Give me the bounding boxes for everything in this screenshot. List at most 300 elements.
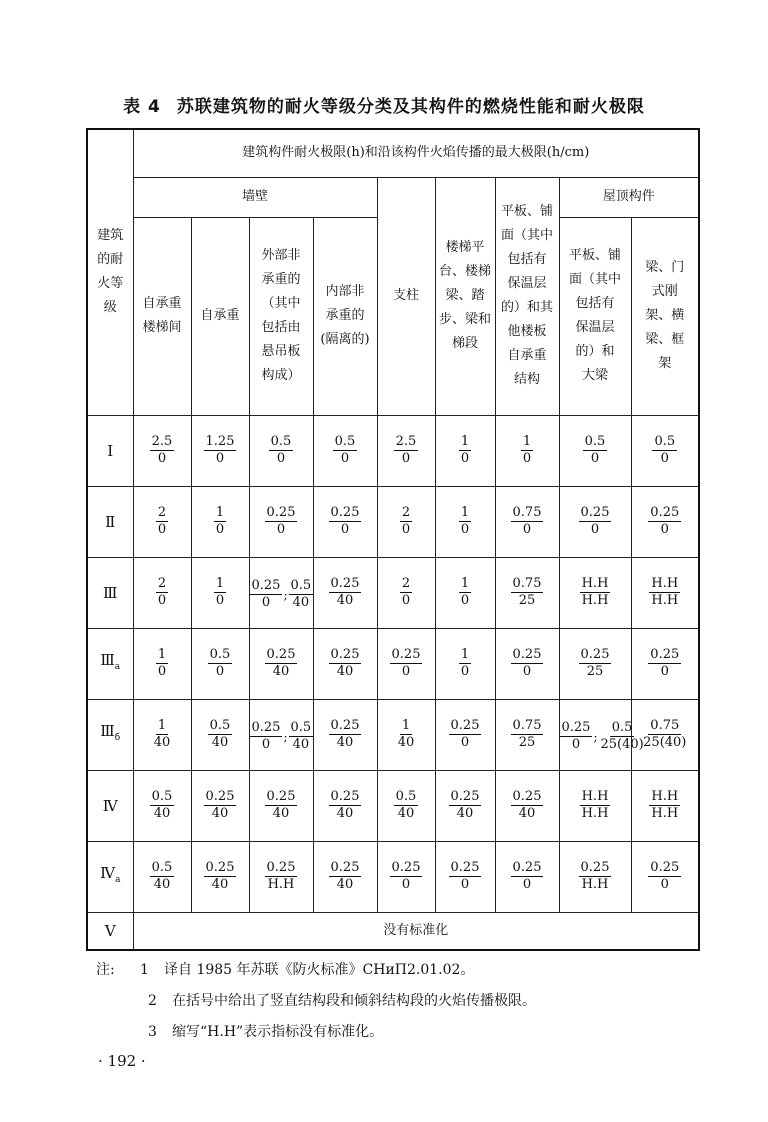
- numerator: 2.5: [395, 434, 417, 449]
- numerator: 1: [460, 505, 470, 520]
- fraction-value: [204, 434, 237, 467]
- fraction-value: [400, 505, 412, 538]
- fraction-value: [652, 434, 677, 467]
- numerator: 0.25: [266, 647, 296, 662]
- column-header-line: 构成）: [261, 368, 301, 383]
- value-cell: [377, 699, 435, 770]
- numerator: 1: [215, 505, 225, 520]
- table-row: [87, 557, 699, 628]
- fraction-value: [156, 505, 168, 538]
- note-item: [96, 986, 716, 1017]
- fraction-value: [583, 434, 608, 467]
- column-header-line: 面（其中: [568, 272, 621, 287]
- numerator: 2: [401, 576, 411, 591]
- numerator: 0.5: [151, 860, 173, 875]
- fraction-value: [579, 505, 612, 538]
- numerator: 1: [460, 576, 470, 591]
- numerator: 0.25: [266, 860, 296, 875]
- value-cell: [313, 415, 377, 486]
- denominator: 0: [157, 664, 167, 679]
- column-header-line: 步、梁和: [438, 312, 491, 327]
- fraction-value: [208, 718, 233, 751]
- value-cell: [377, 628, 435, 699]
- denominator: 40: [336, 664, 354, 679]
- numerator: 0.25: [330, 576, 360, 591]
- fraction-value: [560, 720, 593, 753]
- denominator: 0: [401, 877, 411, 892]
- value-cell: [435, 557, 495, 628]
- numerator: 0.25: [512, 789, 542, 804]
- value-cell: [435, 699, 495, 770]
- numerator: 0.5: [209, 718, 231, 733]
- table-caption: 苏联建筑物的耐火等级分类及其构件的燃烧性能和耐火极限: [176, 97, 645, 117]
- denominator: 0: [460, 877, 470, 892]
- denominator: 0: [276, 522, 286, 537]
- column-header-line: 架: [658, 356, 672, 371]
- denominator: 0: [460, 522, 470, 537]
- value-cell: [435, 415, 495, 486]
- value-cell: [133, 486, 191, 557]
- numerator: 0.25: [580, 505, 610, 520]
- grade-header-line: 建筑: [97, 228, 124, 244]
- fraction-value: [156, 576, 168, 609]
- numerator: 0.5: [290, 720, 312, 735]
- fraction-value: [329, 647, 362, 680]
- value-cell: [133, 699, 191, 770]
- value-cell: [495, 486, 559, 557]
- denominator: 0: [340, 522, 350, 537]
- fraction-value: [521, 434, 533, 467]
- column-header-line: (隔离的): [320, 332, 370, 347]
- numerator: 0.5: [151, 789, 173, 804]
- table-row: [87, 841, 699, 912]
- fraction-value: [214, 576, 226, 609]
- grade-cell: [87, 699, 133, 770]
- denominator: 40: [397, 735, 415, 750]
- column-header-line: 包括由: [261, 320, 301, 335]
- numerator: H.H: [651, 576, 679, 591]
- column-header-line: 梁、门: [645, 260, 685, 275]
- denominator: 25(40): [643, 735, 687, 750]
- column-header-line: 支柱: [392, 288, 419, 303]
- numerator: 0.25: [251, 720, 281, 735]
- numerator: 0.75: [512, 718, 542, 733]
- column-header-line: 平板、铺: [568, 248, 621, 263]
- fraction-value: [394, 434, 419, 467]
- denominator: 0: [660, 522, 669, 537]
- value-cell: [377, 770, 435, 841]
- value-cell: [377, 841, 435, 912]
- value-cell: [559, 699, 644, 770]
- value-cell: [133, 770, 191, 841]
- numerator: 0.25: [266, 505, 296, 520]
- denominator: 25: [518, 593, 536, 608]
- fraction-value: [265, 505, 298, 538]
- value-cell: [191, 841, 249, 912]
- value-cell: [559, 841, 631, 912]
- fraction-value: [511, 718, 544, 751]
- fraction-pair: [560, 720, 646, 753]
- denominator: 0: [522, 451, 532, 466]
- denominator: H.H: [651, 806, 679, 821]
- value-cell: [133, 557, 191, 628]
- numerator: 0.5: [395, 789, 417, 804]
- fraction-value: [329, 505, 362, 538]
- denominator: 0: [215, 593, 225, 608]
- fraction-value: [150, 434, 175, 467]
- denominator: 0: [215, 451, 225, 466]
- value-cell: [133, 415, 191, 486]
- value-cell: [377, 415, 435, 486]
- grade-header-line: 的耐: [97, 252, 124, 268]
- denominator: 0: [460, 664, 470, 679]
- fraction-value: [204, 789, 237, 822]
- denominator: 0: [401, 522, 411, 537]
- denominator: 0: [571, 737, 581, 752]
- value-cell: [631, 628, 699, 699]
- numerator: 0.5: [209, 647, 231, 662]
- table-number: 表 4: [123, 97, 161, 117]
- fraction-value: [289, 720, 314, 753]
- numerator: 0.25: [330, 789, 360, 804]
- denominator: 40: [153, 735, 171, 750]
- numerator: 1: [157, 647, 167, 662]
- value-cell: [313, 557, 377, 628]
- numerator: 0.5: [654, 434, 676, 449]
- fraction-value: [649, 576, 680, 609]
- value-cell: [191, 486, 249, 557]
- denominator: 0: [276, 451, 286, 466]
- column-header-line: （其中: [261, 296, 301, 311]
- denominator: 40: [292, 737, 310, 752]
- note-item: [96, 1017, 716, 1048]
- value-cell: [495, 557, 559, 628]
- column-header-line: 自承重: [200, 308, 240, 323]
- fraction-value: [648, 505, 681, 538]
- note-text: 在括号中给出了竖直结构段和倾斜结构段的火焰传播极限。: [172, 993, 536, 1009]
- fraction-value: [289, 578, 314, 611]
- fraction-value: [394, 789, 419, 822]
- denominator: 0: [460, 451, 470, 466]
- fraction-value: [329, 860, 362, 893]
- numerator: 0.25: [391, 860, 421, 875]
- grade-subscript: a: [115, 875, 121, 885]
- value-cell: [631, 841, 699, 912]
- denominator: 0: [522, 522, 532, 537]
- separator: ;: [283, 587, 288, 602]
- column-header-line: 梯段: [451, 336, 478, 351]
- denominator: 0: [261, 737, 271, 752]
- column-header-line: 台、楼梯: [438, 264, 491, 279]
- value-cell: [495, 841, 559, 912]
- value-cell: [435, 770, 495, 841]
- numerator: 2.5: [151, 434, 173, 449]
- denominator: 0: [157, 451, 167, 466]
- table-row: [87, 699, 699, 770]
- column-header-line: 式刚: [651, 284, 678, 299]
- value-cell: [495, 699, 559, 770]
- value-cell: [191, 770, 249, 841]
- value-cell: [249, 770, 313, 841]
- table-row: [87, 415, 699, 486]
- numerator: 1: [215, 576, 225, 591]
- column-header: [435, 177, 495, 415]
- denominator: 40: [211, 735, 229, 750]
- column-header: [133, 217, 191, 415]
- numerator: 0.25: [391, 647, 421, 662]
- value-cell: [249, 557, 313, 628]
- value-cell: [435, 486, 495, 557]
- value-cell: [191, 415, 249, 486]
- column-header-line: 架、横: [645, 308, 685, 323]
- numerator: 0.5: [290, 578, 312, 593]
- value-cell: [495, 628, 559, 699]
- note-text: 译自 1985 年苏联《防火标准》CHиП2.01.02。: [164, 962, 475, 978]
- denominator: 0: [590, 522, 600, 537]
- column-header-line: 结构: [513, 372, 540, 387]
- fraction-value: [204, 860, 237, 893]
- fraction-value: [329, 576, 362, 609]
- grade-cell: [87, 628, 133, 699]
- fraction-value: [459, 647, 471, 680]
- value-cell: [313, 770, 377, 841]
- column-header: [313, 217, 377, 415]
- numerator: 0.25: [512, 860, 542, 875]
- numerator: 2: [157, 576, 167, 591]
- notes-label: 注:: [96, 962, 115, 978]
- value-cell: [249, 415, 313, 486]
- numerator: 0.25: [450, 718, 480, 733]
- fraction-value: [579, 860, 612, 893]
- numerator: 0.25: [205, 860, 235, 875]
- denominator: H.H: [581, 877, 609, 892]
- grade-label: Ⅳ: [102, 796, 118, 815]
- grade-label: Ⅳ: [100, 864, 116, 882]
- fraction-value: [208, 647, 233, 680]
- denominator: H.H: [581, 806, 609, 821]
- fraction-value: [648, 647, 681, 680]
- page-number: · 192 ·: [98, 1052, 146, 1070]
- numerator: 1: [460, 434, 470, 449]
- fraction-value: [449, 718, 482, 751]
- denominator: 40: [272, 806, 290, 821]
- numerator: 0.25: [580, 647, 610, 662]
- value-cell: [631, 415, 699, 486]
- value-cell: [313, 841, 377, 912]
- denominator: H.H: [581, 593, 609, 608]
- value-cell: [495, 770, 559, 841]
- numerator: 0.75: [512, 576, 542, 591]
- fraction-value: [449, 860, 482, 893]
- denominator: H.H: [267, 877, 295, 892]
- fraction-value: [390, 860, 423, 893]
- grade-cell: [87, 557, 133, 628]
- grade-header-line: 火等: [97, 276, 124, 292]
- column-header-line: 楼梯平: [445, 240, 485, 255]
- denominator: 40: [397, 806, 415, 821]
- denominator: 0: [401, 593, 411, 608]
- grade-label: Ⅲ: [100, 722, 115, 740]
- fraction-value: [459, 434, 471, 467]
- numerator: 0.25: [251, 578, 281, 593]
- column-header-line: 面（其中: [500, 228, 553, 243]
- grade-cell: [87, 415, 133, 486]
- table-row: [87, 770, 699, 841]
- grade-label: Ⅱ: [105, 512, 116, 531]
- denominator: 0: [460, 735, 470, 750]
- denominator: 40: [456, 806, 474, 821]
- column-header-line: 包括有: [575, 296, 615, 311]
- numerator: 1.25: [205, 434, 235, 449]
- value-cell: [133, 841, 191, 912]
- denominator: 0: [215, 664, 225, 679]
- column-header: [559, 217, 631, 415]
- value-cell: [435, 841, 495, 912]
- fraction-value: [390, 647, 423, 680]
- value-cell: [377, 557, 435, 628]
- value-cell: [631, 557, 699, 628]
- fraction-value: [250, 720, 283, 753]
- column-header-line: 大梁: [581, 368, 608, 383]
- fraction-value: [329, 718, 362, 751]
- value-cell: [249, 841, 313, 912]
- fraction-value: [511, 860, 544, 893]
- numerator: 2: [401, 505, 411, 520]
- denominator: 40: [153, 877, 171, 892]
- denominator: 0: [215, 522, 225, 537]
- value-cell: [559, 770, 631, 841]
- separator: ;: [283, 729, 288, 744]
- value-cell: [191, 557, 249, 628]
- numerator: 1: [522, 434, 532, 449]
- value-cell: [249, 628, 313, 699]
- note-number: 1: [140, 962, 149, 978]
- column-header-line: 包括有: [507, 252, 547, 267]
- denominator: 40: [336, 735, 354, 750]
- not-standardized-cell: 没有标准化: [133, 912, 699, 950]
- fraction-value: [459, 505, 471, 538]
- denominator: 40: [336, 877, 354, 892]
- fraction-value: [511, 505, 544, 538]
- value-cell: [313, 699, 377, 770]
- column-header: [377, 177, 435, 415]
- grade-label: Ⅰ: [107, 441, 114, 460]
- column-header-line: 他楼板: [507, 324, 547, 339]
- denominator: 0: [522, 877, 532, 892]
- numerator: 1: [157, 718, 167, 733]
- grade-label: Ⅲ: [103, 583, 118, 602]
- grade-subscript: б: [114, 733, 121, 743]
- numerator: 0.75: [650, 718, 680, 733]
- denominator: 0: [660, 664, 669, 679]
- numerator: 0.25: [330, 860, 360, 875]
- fraction-value: [449, 789, 482, 822]
- numerator: 2: [157, 505, 167, 520]
- note-number: 2: [148, 993, 157, 1009]
- column-header-line: 保温层: [575, 320, 615, 335]
- numerator: 0.25: [330, 647, 360, 662]
- column-header-line: 外部非: [261, 248, 301, 263]
- roof-group-header: 屋顶构件: [559, 177, 699, 217]
- fraction-value: [599, 720, 646, 753]
- fraction-value: [269, 434, 294, 467]
- numerator: 0.25: [561, 720, 591, 735]
- numerator: 1: [401, 718, 411, 733]
- denominator: 25(40): [600, 737, 644, 752]
- value-cell: [559, 628, 631, 699]
- column-header-line: 的）和: [575, 344, 615, 359]
- denominator: 40: [211, 806, 229, 821]
- separator: ;: [593, 729, 598, 744]
- value-cell: [559, 415, 631, 486]
- fraction-value: [579, 647, 612, 680]
- numerator: 0.5: [270, 434, 292, 449]
- numerator: 0.25: [330, 718, 360, 733]
- numerator: 0.25: [650, 647, 680, 662]
- value-cell: [249, 486, 313, 557]
- numerator: 0.25: [580, 860, 610, 875]
- denominator: 0: [261, 595, 271, 610]
- column-header-line: 平板、铺: [500, 204, 553, 219]
- value-cell: [559, 486, 631, 557]
- fraction-value: [265, 860, 298, 893]
- column-header-line: 梁、踏: [445, 288, 485, 303]
- fraction-value: [150, 789, 175, 822]
- denominator: 0: [157, 593, 167, 608]
- value-cell: [313, 486, 377, 557]
- fraction-value: [459, 576, 471, 609]
- grade-cell: [87, 486, 133, 557]
- fraction-value: [333, 434, 358, 467]
- column-header-line: 梁、框: [645, 332, 685, 347]
- fraction-pair: [250, 578, 314, 611]
- grade-cell: [87, 841, 133, 912]
- numerator: H.H: [581, 576, 609, 591]
- numerator: 0.25: [450, 789, 480, 804]
- column-header-line: 悬吊板: [261, 344, 301, 359]
- column-header: [631, 217, 699, 415]
- column-header-line: 承重的: [261, 272, 301, 287]
- value-cell: [377, 486, 435, 557]
- column-header: [249, 217, 313, 415]
- denominator: 0: [401, 664, 411, 679]
- value-cell: [133, 628, 191, 699]
- value-cell: [191, 699, 249, 770]
- denominator: 40: [336, 806, 354, 821]
- column-header-line: 承重的: [325, 308, 365, 323]
- numerator: 0.75: [512, 505, 542, 520]
- fraction-value: [580, 789, 611, 822]
- denominator: 0: [460, 593, 470, 608]
- value-cell: [249, 699, 313, 770]
- column-header-line: 的）和其: [500, 300, 553, 315]
- fraction-value: [511, 647, 544, 680]
- fraction-pair: [250, 720, 314, 753]
- fraction-value: [265, 647, 298, 680]
- numerator: 0.25: [330, 505, 360, 520]
- fraction-value: [150, 860, 175, 893]
- column-header-line: 楼梯间: [142, 320, 182, 335]
- denominator: 0: [340, 451, 350, 466]
- numerator: 0.25: [266, 789, 296, 804]
- fraction-value: [396, 718, 417, 751]
- numerator: 0.5: [584, 434, 606, 449]
- fraction-value: [580, 576, 611, 609]
- fraction-value: [250, 578, 283, 611]
- column-header-line: 自承重: [507, 348, 547, 363]
- denominator: 40: [518, 806, 536, 821]
- fraction-value: [648, 860, 681, 893]
